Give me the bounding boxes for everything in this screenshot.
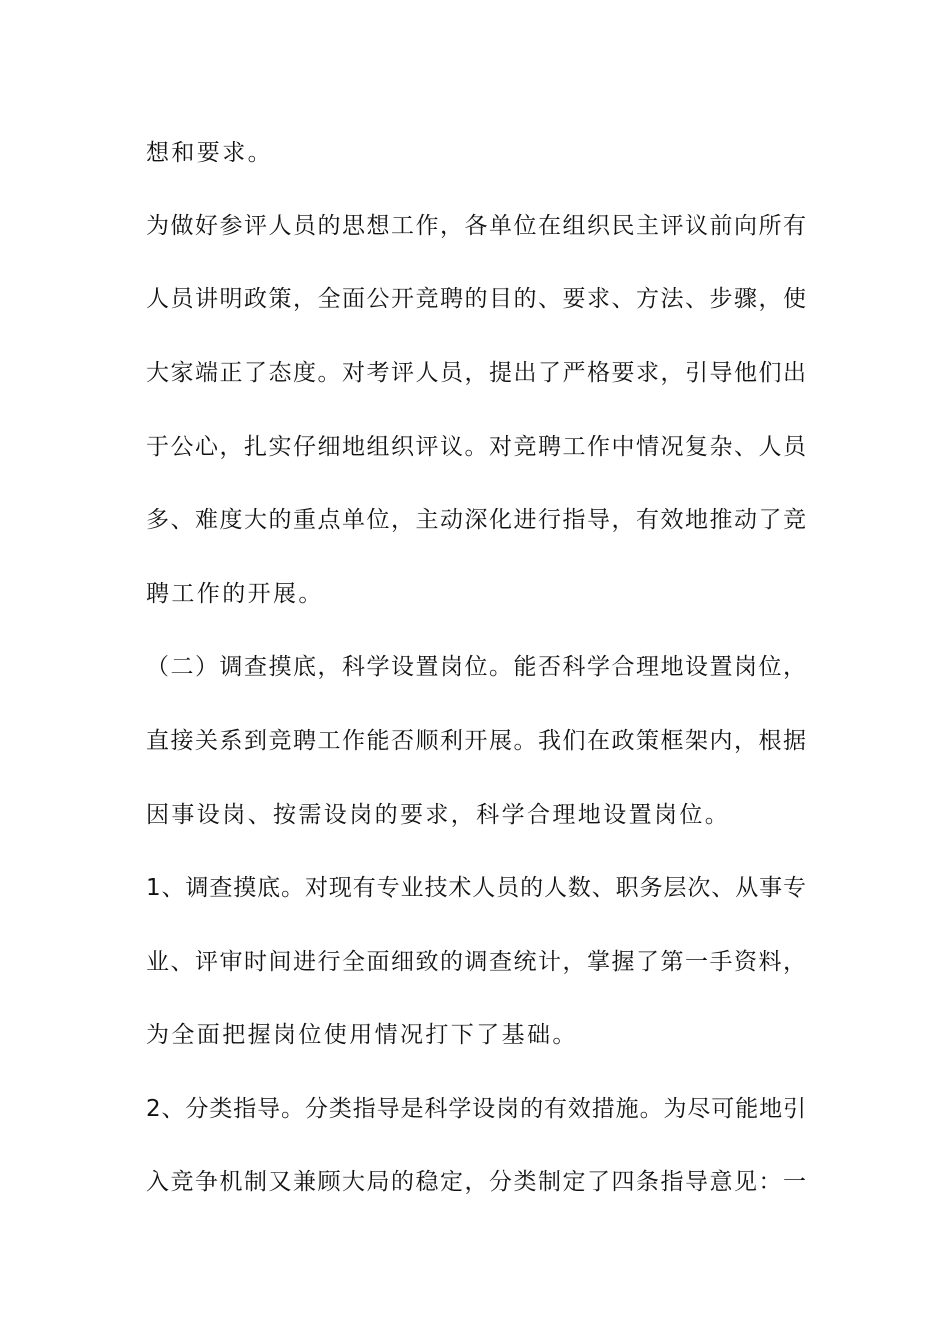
text-line: 入竞争机制又兼顾大局的稳定，分类制定了四条指导意见：一 [146,1169,806,1195]
text-line: 聘工作的开展。 [146,581,324,607]
text-line: 业、评审时间进行全面细致的调查统计，掌握了第一手资料， [146,949,806,975]
text-line: 2、分类指导。分类指导是科学设岗的有效措施。为尽可能地引 [146,1096,806,1122]
text-line: 大家端正了态度。对考评人员，提出了严格要求，引导他们出 [146,360,806,386]
text-line: 于公心，扎实仔细地组织评议。对竞聘工作中情况复杂、人员 [146,434,806,460]
text-line: 1、调查摸底。对现有专业技术人员的人数、职务层次、从事专 [146,875,806,901]
text-line: （二）调查摸底，科学设置岗位。能否科学合理地设置岗位， [146,654,806,680]
text-line: 直接关系到竞聘工作能否顺利开展。我们在政策框架内，根据 [146,728,806,754]
text-line: 为做好参评人员的思想工作，各单位在组织民主评议前向所有 [146,213,806,239]
text-line: 多、难度大的重点单位，主动深化进行指导，有效地推动了竞 [146,507,806,533]
text-line: 因事设岗、按需设岗的要求，科学合理地设置岗位。 [146,802,731,828]
text-line: 人员讲明政策，全面公开竞聘的目的、要求、方法、步骤，使 [146,286,806,312]
text-line: 为全面把握岗位使用情况打下了基础。 [146,1022,578,1048]
text-line: 想和要求。 [146,140,273,166]
